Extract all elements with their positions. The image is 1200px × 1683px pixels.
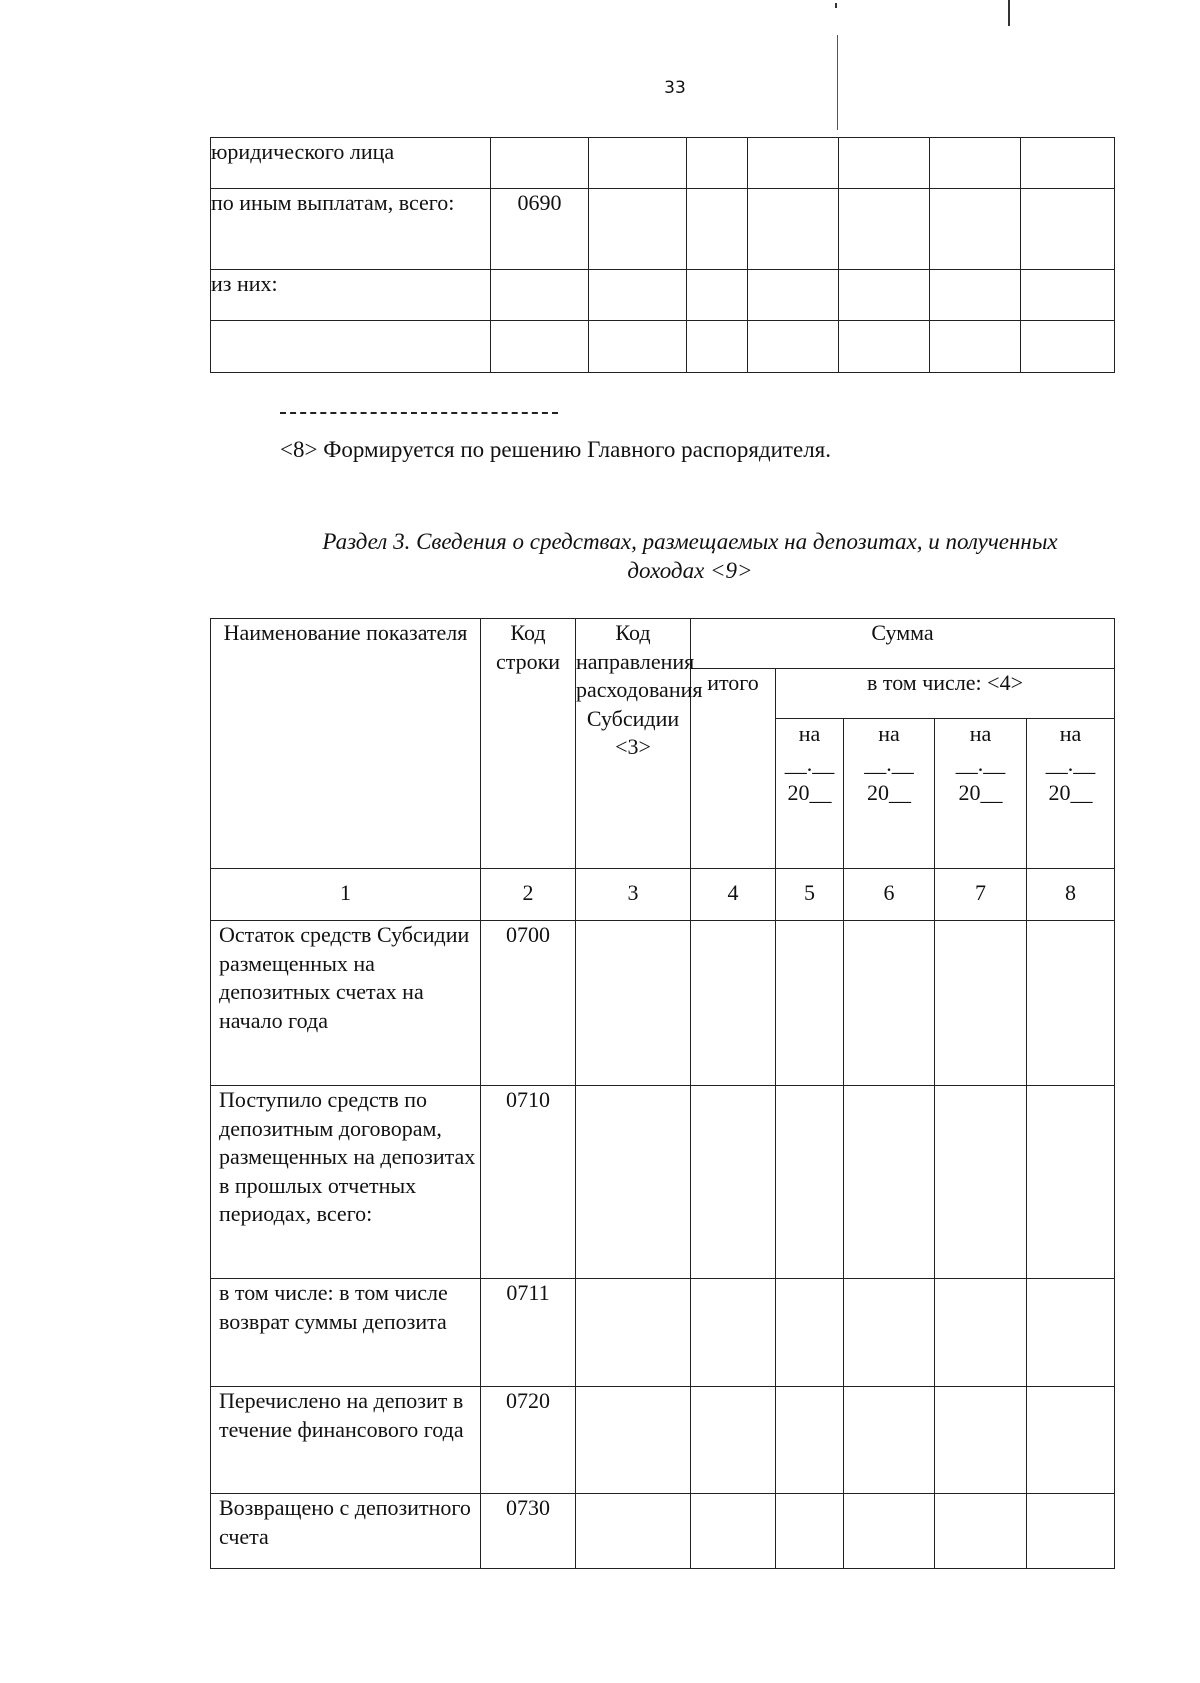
table-other-payments <box>210 137 1115 373</box>
scan-artifact-dot <box>835 3 837 8</box>
row-name: из них: <box>211 270 491 321</box>
column-number: 4 <box>691 869 776 921</box>
row-name: в том числе: в том числе возврат суммы депозита <box>211 1279 481 1387</box>
row-name: Поступило средств по депозитным договорам, размещенных на депозитах в прошлых отчетных периодах, всего: <box>211 1086 481 1279</box>
section-title-line2: доходах <9> <box>627 557 753 583</box>
header-total: итого <box>691 669 776 869</box>
row-code: 0690 <box>491 189 589 270</box>
section-title <box>250 528 1130 586</box>
header-name: Наименование показателя <box>211 619 481 869</box>
table-row <box>211 1387 1115 1494</box>
table-deposits <box>210 618 1115 1569</box>
column-number: 8 <box>1027 869 1115 921</box>
header-sum: Сумма <box>691 619 1115 669</box>
footnote-8: <8> Формируется по решению Главного распорядителя. <box>280 437 832 462</box>
row-name: юридического лица <box>211 138 491 189</box>
header-code: Код строки <box>481 619 576 869</box>
table-row <box>211 1494 1115 1569</box>
row-name: по иным выплатам, всего: <box>211 189 491 270</box>
header-including: в том числе: <4> <box>776 669 1115 719</box>
header-on-date: на __.__ 20__ <box>776 719 844 869</box>
header-on-date: на __.__ 20__ <box>935 719 1027 869</box>
section-title-line1: Раздел 3. Сведения о средствах, размещаемых на депозитах, и полученных <box>322 529 1058 554</box>
table-row <box>211 321 1115 373</box>
column-number: 7 <box>935 869 1027 921</box>
row-name <box>211 321 491 373</box>
column-number: 1 <box>211 869 481 921</box>
table-row <box>211 270 1115 321</box>
row-code <box>491 321 589 373</box>
header-on-date: на __.__ 20__ <box>844 719 935 869</box>
page-number: 33 <box>664 78 686 98</box>
table-row <box>211 921 1115 1086</box>
header-row <box>211 619 1115 669</box>
column-number-row <box>211 869 1115 921</box>
column-number: 5 <box>776 869 844 921</box>
column-number: 6 <box>844 869 935 921</box>
row-code <box>491 138 589 189</box>
column-number: 2 <box>481 869 576 921</box>
row-code: 0720 <box>481 1387 576 1494</box>
row-code: 0711 <box>481 1279 576 1387</box>
footnote-separator <box>280 412 558 414</box>
header-direction: Код направления расходования Субсидии <3> <box>576 619 691 869</box>
row-code: 0730 <box>481 1494 576 1569</box>
row-name: Возвращено с депозитного счета <box>211 1494 481 1569</box>
row-name: Перечислено на депозит в течение финансового года <box>211 1387 481 1494</box>
row-code <box>491 270 589 321</box>
row-code: 0710 <box>481 1086 576 1279</box>
row-name: Остаток средств Субсидии размещенных на депозитных счетах на начало года <box>211 921 481 1086</box>
row-code: 0700 <box>481 921 576 1086</box>
table-row <box>211 1086 1115 1279</box>
column-number: 3 <box>576 869 691 921</box>
header-on-date: на __.__ 20__ <box>1027 719 1115 869</box>
table-row <box>211 189 1115 270</box>
table-row <box>211 1279 1115 1387</box>
scan-artifact-mark <box>1008 0 1010 26</box>
table-row <box>211 138 1115 189</box>
